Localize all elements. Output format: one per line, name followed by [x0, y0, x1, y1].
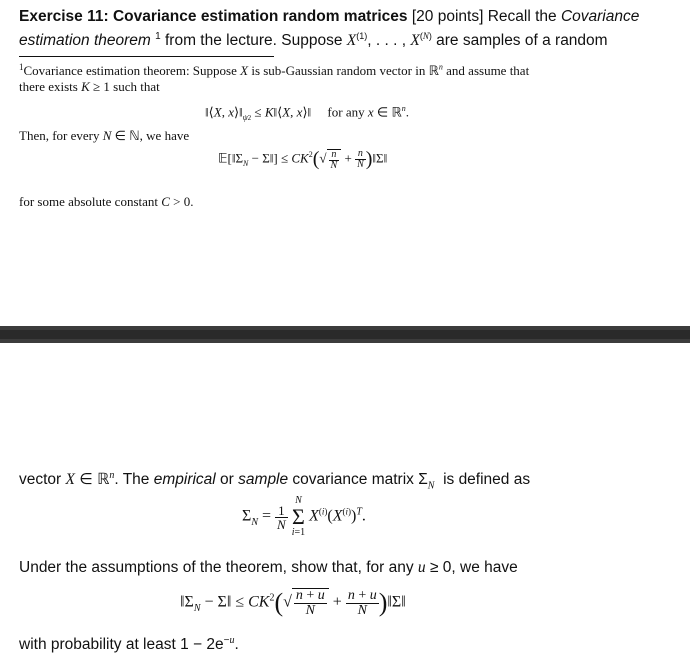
line2-text: from the lecture. Suppose $X^{(1)}$, . . . , $X^{(N)}$ are samples of a random [165, 31, 608, 50]
page-separator-inner [0, 330, 690, 339]
theorem-name-part2: estimation theorem [19, 32, 151, 50]
footnote-rule [19, 56, 274, 57]
footnote-number: 1 [19, 62, 24, 72]
page2-line-2: Under the assumptions of the theorem, show that, for any u ≥ 0, we have [19, 559, 518, 576]
footnote-equation-2: $𝔼[‖\Sigma_N$ − Σ‖] ≤ $CK^2(√$ $\frac{n}{N}$ + $\frac{n}{N}$ )‖Σ‖ [218, 148, 388, 171]
points-label: [20 points] [411, 8, 484, 25]
page2-line-3: with probability at least $1 - 2e^{-u}$. [19, 635, 239, 654]
page2-equation-2: $‖\Sigma_N$ − Σ‖ ≤ $CK^2(√$ $\frac{n + u}{N}$ + $\frac{n + u}{N}$ )‖Σ‖ [180, 587, 406, 618]
footnote-line-3: Then, for every N ∈ ℕ, we have [19, 128, 190, 143]
page2-line-1: vector X ∈ ℝ$^n$. The empirical or sample covariance matrix $\Sigma_N$ is defined as [19, 470, 531, 492]
footnote-line-1 [19, 62, 529, 79]
theorem-name-part1: Covariance [560, 8, 640, 25]
exercise-line-2 [19, 31, 608, 50]
footnote-text-1: Covariance estimation theorem: Suppose X is sub-Gaussian random vector in ℝ$^n$ and assume that [23, 63, 530, 79]
exercise-heading: Exercise 11: Covariance estimation random matrices [19, 8, 408, 25]
footnote-equation-1: ‖⟨X, $x⟩‖_{\psi 2}$ ≤ K‖⟨X, x⟩‖ for any x ∈ ℝ$^n$. [205, 104, 410, 122]
exercise-title-line [19, 8, 639, 26]
footnote-line-2: there exists K ≥ 1 such that [19, 79, 160, 94]
page2-equation-1: $\Sigma_N$ = $\frac{1}{N}$ N Σ i=1 $X^{(i)}(X^{(i)})^T$. [242, 495, 366, 538]
line1-rest: Recall the [487, 8, 557, 25]
footnote-ref: 1 [155, 31, 161, 42]
footnote-line-4: for some absolute constant C > 0. [19, 194, 194, 209]
